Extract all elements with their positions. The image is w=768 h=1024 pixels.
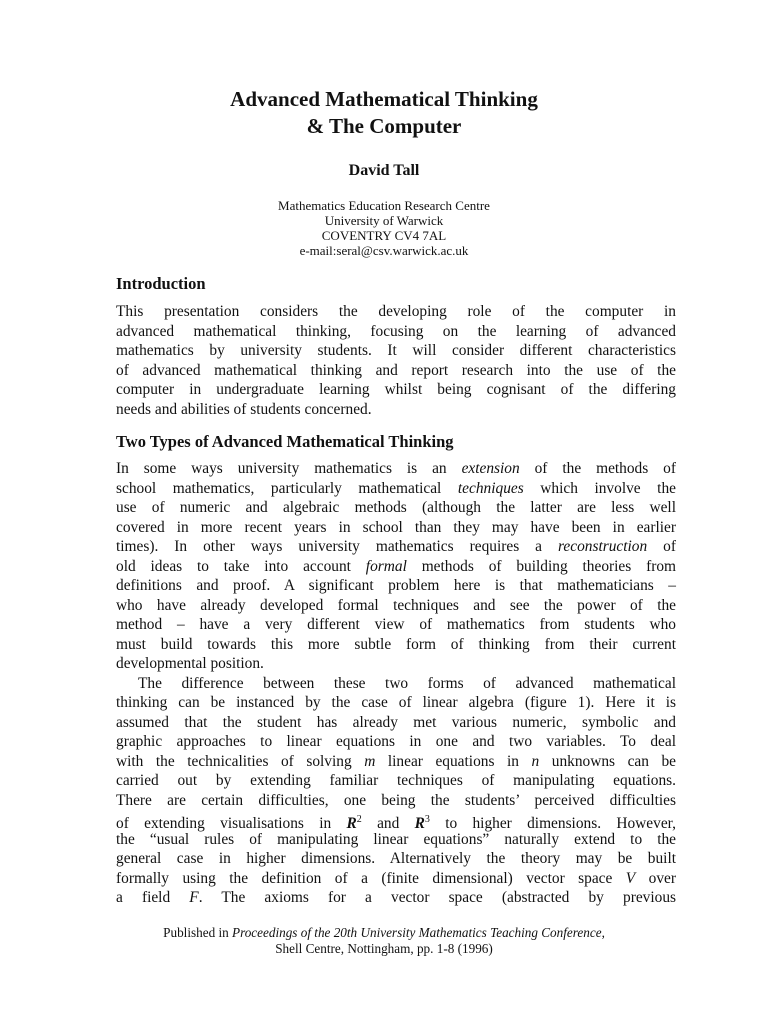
- text-line: The difference between these two forms of advanced mathematical: [138, 674, 676, 692]
- text-line: of advanced mathematical thinking and report research into the use of the: [116, 361, 676, 379]
- title-line-1: Advanced Mathematical Thinking: [230, 87, 538, 111]
- text-line: general case in higher dimensions. Alternatively the theory may be built: [116, 850, 676, 867]
- text-line: advanced mathematical thinking, focusing on the learning of advanced: [116, 322, 676, 340]
- text-line: This presentation considers the developing role of the computer in: [116, 303, 676, 320]
- affiliation-line: COVENTRY CV4 7AL: [321, 228, 447, 243]
- text-line: with the technicalities of solving m linear equations in n unknowns can be: [116, 752, 677, 770]
- text-line: definitions and proof. A significant problem here is that mathematicians –: [116, 577, 676, 594]
- text-line: who have already developed formal techniques and see the power of the: [116, 596, 676, 614]
- text-line: developmental position.: [116, 655, 264, 672]
- text-line: assumed that the student has already met various numeric, symbolic and: [116, 713, 676, 731]
- text-line: a field F. The axioms for a vector space (abstracted by previous: [116, 889, 676, 906]
- text-line: school mathematics, particularly mathematical techniques which involve the: [116, 479, 676, 497]
- text-line: needs and abilities of students concerned.: [116, 400, 372, 418]
- text-line: use of numeric and algebraic methods (although the latter are less well: [116, 499, 676, 516]
- text-line: graphic approaches to linear equations in one and two variables. To deal: [116, 733, 676, 750]
- introduction-paragraph: [116, 302, 676, 419]
- affiliation-line: University of Warwick: [324, 213, 444, 228]
- text-line: of extending visualisations in $R^2$ and $R^3$ to higher dimensions. However,: [116, 814, 677, 832]
- text-line: thinking can be instanced by the case of linear algebra (figure 1). Here it is: [116, 694, 676, 711]
- footer-line-2: Shell Centre, Nottingham, pp. 1-8 (1996): [275, 941, 493, 956]
- affiliation-line: Mathematics Education Research Centre: [278, 198, 490, 213]
- text-line: carried out by extending familiar techniques of manipulating equations.: [116, 772, 676, 789]
- two-types-heading: Two Types of Advanced Mathematical Thinking: [116, 432, 454, 451]
- text-line: method – have a very different view of mathematics from students who: [116, 616, 676, 633]
- affiliation-block: [0, 198, 768, 258]
- two-types-paragraph-1: [116, 459, 676, 674]
- text-line: computer in undergraduate learning whilst being cognisant of the differing: [116, 381, 676, 398]
- two-types-paragraph-2: [116, 674, 676, 908]
- text-line: In some ways university mathematics is an extension of the methods of: [116, 460, 676, 477]
- text-line: old ideas to take into account formal methods of building theories from: [116, 557, 677, 575]
- text-line: There are certain difficulties, one being the students’ perceived difficulties: [116, 791, 676, 809]
- text-line: mathematics by university students. It will consider different characteristics: [116, 342, 676, 359]
- text-line: the “usual rules of manipulating linear equations” naturally extend to the: [116, 830, 676, 848]
- footer-line-1: Published in Proceedings of the 20th University Mathematics Teaching Conference,: [163, 925, 605, 940]
- publication-footer: [0, 925, 768, 957]
- email-line: e-mail:seral@csv.warwick.ac.uk: [299, 243, 469, 258]
- text-line: covered in more recent years in school than they may have been in earlier: [116, 518, 676, 536]
- text-line: formally using the definition of a (finite dimensional) vector space V over: [116, 869, 676, 887]
- text-line: must build towards this more subtle form of thinking from their current: [116, 635, 676, 653]
- paper-title: [0, 86, 768, 140]
- text-line: times). In other ways university mathematics requires a reconstruction of: [116, 538, 676, 555]
- author-name: David Tall: [348, 162, 420, 179]
- title-line-2: & The Computer: [306, 114, 462, 138]
- introduction-heading: Introduction: [116, 274, 206, 293]
